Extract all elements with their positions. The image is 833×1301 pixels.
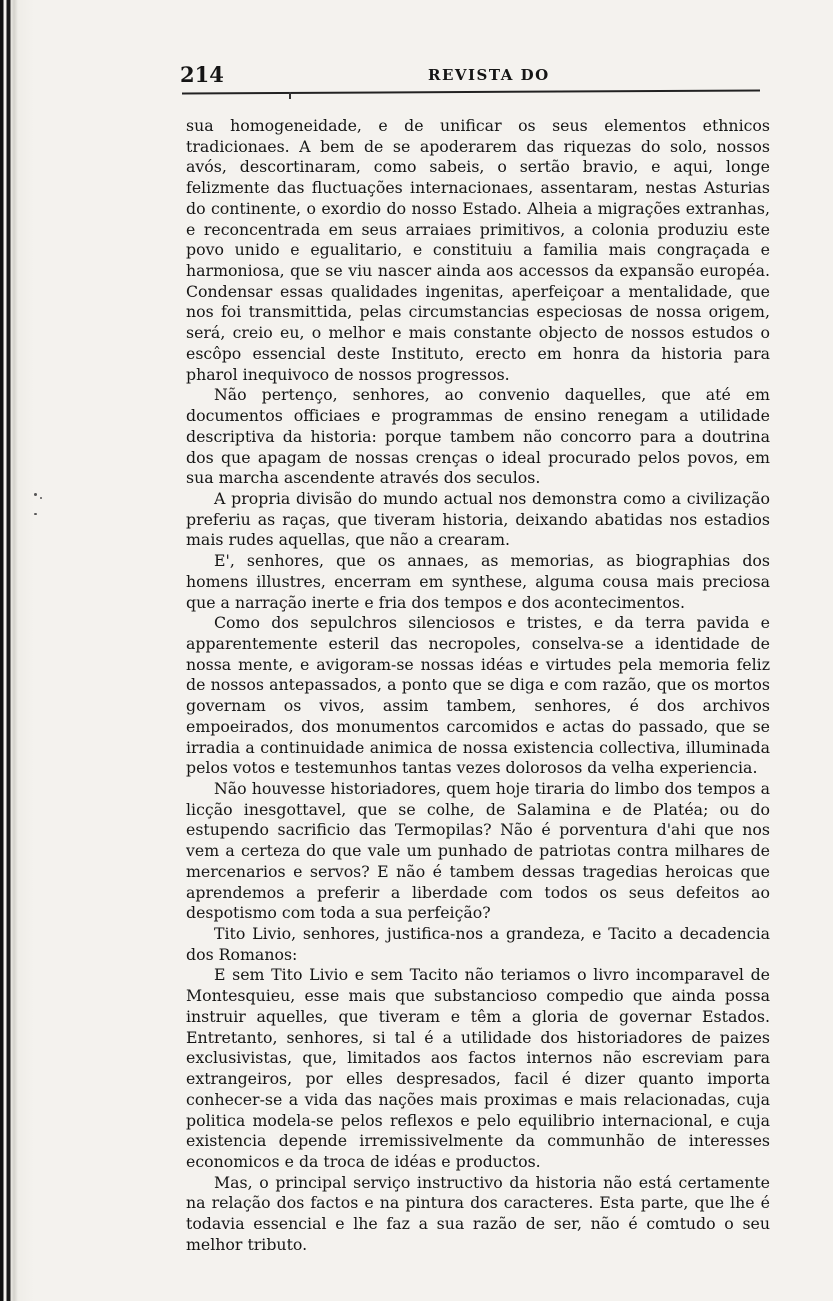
page-number: 214 bbox=[180, 62, 224, 87]
paragraph: Mas, o principal serviço instructivo da historia não está certamente na relação dos factos e na pintura dos caracteres. Esta parte, que lhe é todavia essencial e lhe faz a sua razão de ser, não é comtudo o seu melhor tributo. bbox=[186, 1172, 770, 1254]
paragraph: Tito Livio, senhores, justifica-nos a grandeza, e Tacito a decadencia dos Romanos: bbox=[186, 924, 770, 964]
print-speck bbox=[40, 497, 42, 499]
paragraph: sua homogeneidade, e de unificar os seus elementos ethnicos tradicionaes. A bem de se apoderarem das riquezas do solo, nossos avós, descortinaram, como sabeis, o sertão bravio, e aqui, longe felizmente das fluctuações internacionaes, assentaram, nestas Asturias do continente, o exordio do nosso Estado. Alheia a migrações extranhas, e reconcentrada em seus arraiaes primitivos, a colonia produziu este povo unido e egualitario, e constituiu a familia mais congraçada e harmoniosa, que se viu nascer ainda aos accessos da expansão européa. Condensar essas qualidades ingenitas, aperfeiçoar a mentalidade, que nos foi transmittida, pelas circumstancias especiosas de nossa origem, será, creio eu, o melhor e mais constante objecto de nossos estudos o escôpo essencial deste Instituto, erecto em honra da historia para pharol inequivoco de nossos progressos. bbox=[186, 116, 770, 384]
header-rule-mark bbox=[289, 92, 291, 99]
running-head: REVISTA DO bbox=[428, 66, 550, 84]
print-speck bbox=[34, 513, 37, 515]
page-header bbox=[180, 58, 760, 92]
paragraph: Como dos sepulchros silenciosos e tristes, e da terra pavida e apparentemente esteril das necropoles, conselva-se a identidade de nossa mente, e avigoram-se nossas idéas e virtudes pela memoria feliz de nossos antepassados, a ponto que se diga e com razão, que os mortos governam os vivos, assim tambem, senhores, é dos archivos empoeirados, dos monumentos carcomidos e actas do passado, que se irradia a continuidade animica de nossa existencia collectiva, illuminada pelos votos e testemunhos tantas vezes dolorosos da velha experiencia. bbox=[186, 613, 770, 778]
paragraph: E', senhores, que os annaes, as memorias, as biographias dos homens illustres, encerram em synthese, alguma cousa mais preciosa que a narração inerte e fria dos tempos e dos acontecimentos. bbox=[186, 551, 770, 612]
body-text bbox=[186, 116, 770, 1256]
book-binding-edge bbox=[0, 0, 34, 1301]
paragraph: E sem Tito Livio e sem Tacito não teriamos o livro incomparavel de Montesquieu, esse mais que substancioso compedio que ainda possa instruir aquelles, que tiveram e têm a gloria de governar Estados. Entretanto, senhores, si tal é a utilidade dos historiadores de paizes exclusivistas, que, limitados aos factos internos não escreviam para extrangeiros, por elles despresados, facil é dizer quanto importa conhecer-se a vida das nações mais proximas e mais relacionadas, cuja politica modela-se pelos reflexos e pelo equilibrio internacional, e cuja existencia depende irremissivelmente da communhão de interesses economicos e da troca de idéas e productos. bbox=[186, 965, 770, 1171]
paragraph: Não houvesse historiadores, quem hoje tiraria do limbo dos tempos a licção inesgottavel, que se colhe, de Salamina e de Platéa; ou do estupendo sacrificio das Termopilas? Não é porventura d'ahi que nos vem a certeza do que vale um punhado de patriotas contra milhares de mercenarios e servos? E não é tambem dessas tragedias heroicas que aprendemos a preferir a liberdade com todos os seus defeitos ao despotismo com toda a sua perfeição? bbox=[186, 779, 770, 923]
print-speck bbox=[34, 493, 37, 496]
paragraph: Não pertenço, senhores, ao convenio daquelles, que até em documentos officiaes e programmas de ensino renegam a utilidade descriptiva da historia: porque tambem não concorro para a doutrina dos que apagam de nossas crenças o ideal procurado pelos povos, em sua marcha ascendente através dos seculos. bbox=[186, 385, 770, 488]
paragraph: A propria divisão do mundo actual nos demonstra como a civilização preferiu as raças, que tiveram historia, deixando abatidas nos estadios mais rudes aquellas, que não a crearam. bbox=[186, 488, 770, 550]
